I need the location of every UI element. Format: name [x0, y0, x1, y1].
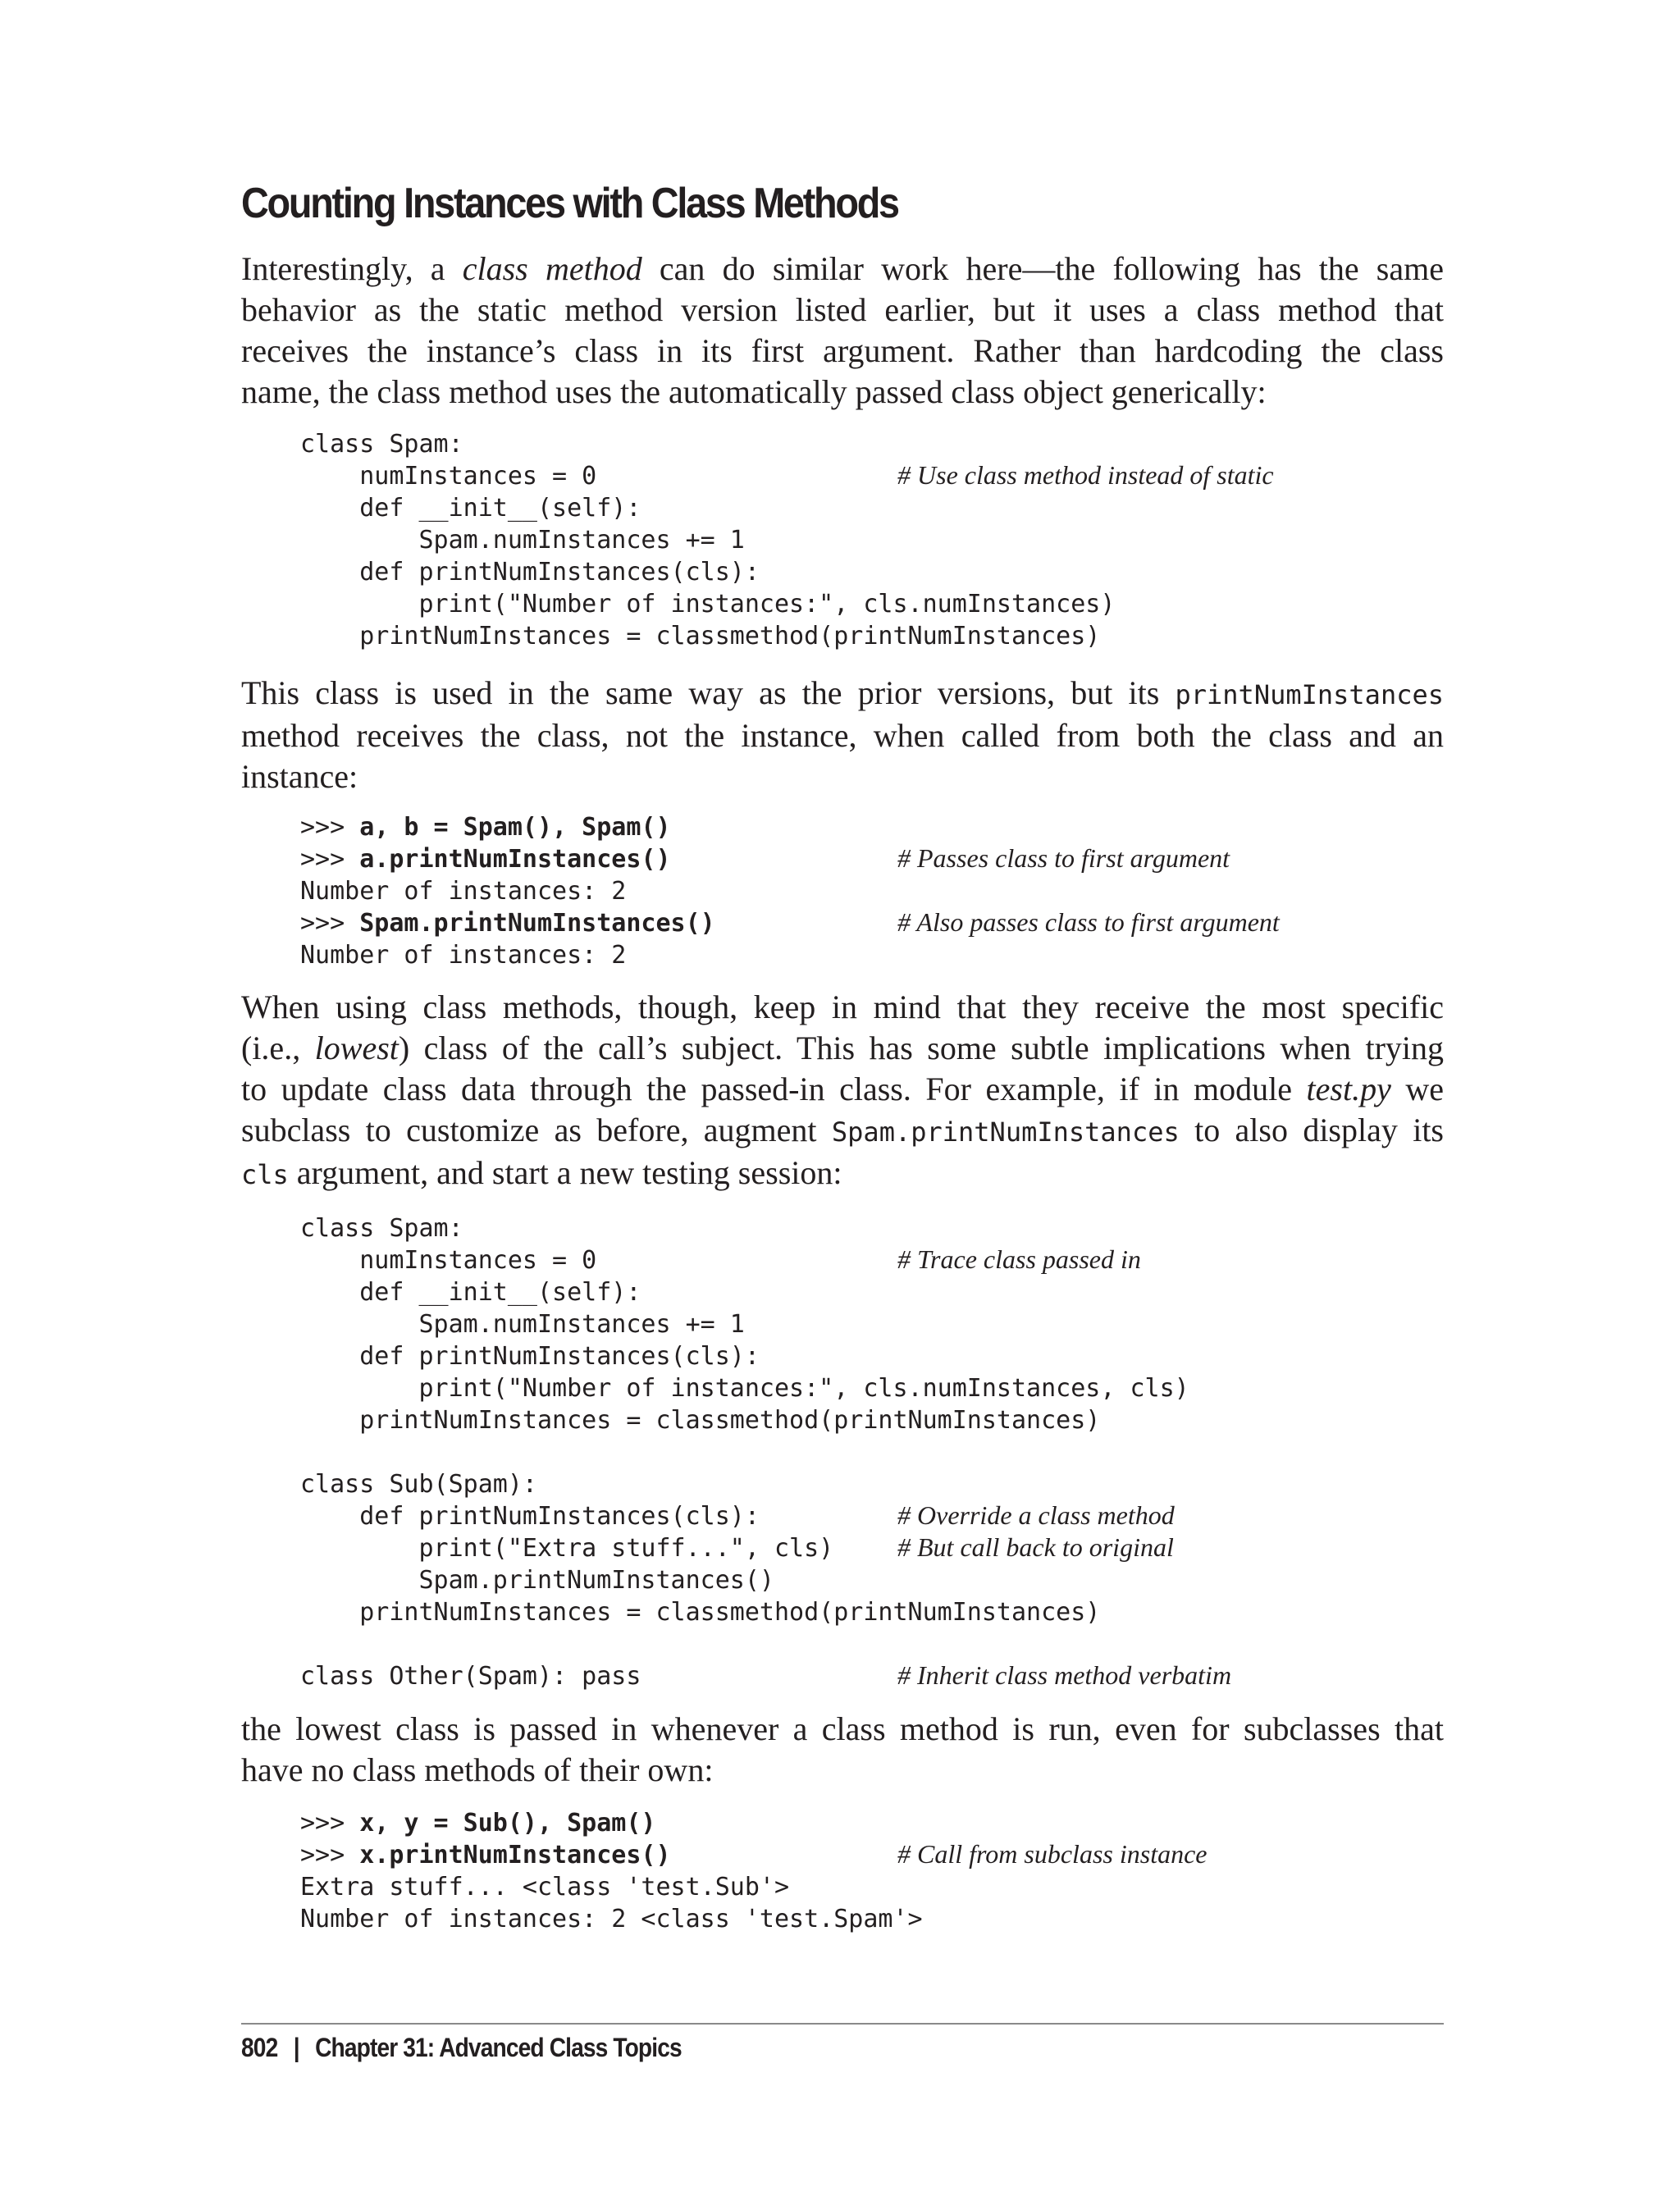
code-line: def __init__(self): — [300, 494, 641, 523]
paragraph-usage — [241, 673, 1444, 797]
session-line: >>> Spam.printNumInstances() # Also passes class to first argument — [300, 907, 1280, 938]
code-line: printNumInstances = classmethod(printNumInstances) — [300, 1598, 1101, 1627]
paragraph-line: cls argument, and start a new testing session: — [241, 1154, 842, 1191]
session-output: Extra stuff... <class 'test.Sub'> — [300, 1873, 790, 1901]
footer-divider — [241, 2023, 1444, 2025]
paragraph-line: behavior as the static method version listed earlier, but it uses a class method that — [241, 291, 1444, 328]
paragraph-line: instance: — [241, 758, 358, 795]
paragraph-line: Interestingly, a class method can do similar work here—the following has the same — [241, 250, 1444, 287]
code-line: class Spam: — [300, 1214, 463, 1243]
code-line: class Sub(Spam): — [300, 1470, 537, 1499]
section-heading: Counting Instances with Class Methods — [241, 180, 898, 227]
paragraph-line: This class is used in the same way as the prior versions, but its printNumInstances — [241, 674, 1444, 711]
code-line: print("Number of instances:", cls.numInstances, cls) — [300, 1374, 1189, 1403]
code-line: Spam.printNumInstances() — [300, 1566, 774, 1595]
paragraph-line: receives the instance’s class in its first argument. Rather than hardcoding the class — [241, 332, 1444, 369]
code-line: printNumInstances = classmethod(printNumInstances) — [300, 1406, 1101, 1435]
code-line: print("Number of instances:", cls.numInstances) — [300, 590, 1116, 619]
emphasis-lowest: lowest — [314, 1029, 399, 1066]
code-line: def printNumInstances(cls): — [300, 558, 760, 587]
code-line: def printNumInstances(cls): # Override a class method — [300, 1500, 1175, 1531]
code-comment: # Passes class to first argument — [897, 843, 1230, 873]
paragraph-subclass — [241, 1709, 1444, 1791]
code-comment: # Inherit class method verbatim — [897, 1660, 1232, 1690]
emphasis-filename: test.py — [1306, 1071, 1391, 1107]
code-comment: # Use class method instead of static — [897, 460, 1274, 490]
session-line: >>> a, b = Spam(), Spam() — [300, 813, 671, 842]
paragraph-line: have no class methods of their own: — [241, 1751, 714, 1788]
code-line: def printNumInstances(cls): — [300, 1342, 760, 1371]
emphasis-class-method: class method — [462, 250, 642, 287]
paragraph-intro — [241, 249, 1444, 413]
session-line: >>> x.printNumInstances() # Call from subclass instance — [300, 1839, 1208, 1869]
code-comment: # Also passes class to first argument — [897, 907, 1280, 937]
paragraph-line: When using class methods, though, keep in mind that they receive the most specific — [241, 988, 1444, 1025]
session-line: >>> a.printNumInstances() # Passes class to first argument — [300, 843, 1230, 874]
code-listing-2 — [300, 1212, 1232, 1692]
chapter-title: Chapter 31: Advanced Class Topics — [315, 2033, 682, 2062]
code-line: class Spam: — [300, 430, 463, 459]
paragraph-line: name, the class method uses the automatically passed class object generically: — [241, 373, 1267, 410]
code-comment: # Call from subclass instance — [897, 1839, 1208, 1869]
inline-code: printNumInstances — [1175, 679, 1444, 710]
code-line: numInstances = 0 # Trace class passed in — [300, 1244, 1141, 1275]
footer-separator: | — [293, 2033, 299, 2062]
interactive-session-1 — [300, 811, 1280, 971]
code-line: class Other(Spam): pass # Inherit class method verbatim — [300, 1660, 1232, 1691]
inline-code: cls — [241, 1159, 289, 1190]
code-line: numInstances = 0 # Use class method instead of static — [300, 460, 1274, 491]
session-line: >>> x, y = Sub(), Spam() — [300, 1809, 656, 1838]
interactive-session-2 — [300, 1807, 1208, 1935]
page-footer — [241, 2033, 682, 2063]
code-line: def __init__(self): — [300, 1278, 641, 1307]
session-output: Number of instances: 2 — [300, 877, 627, 906]
session-output: Number of instances: 2 <class 'test.Spam'> — [300, 1905, 923, 1933]
paragraph-line: the lowest class is passed in whenever a class method is run, even for subclasses that — [241, 1710, 1444, 1747]
paragraph-line: to update class data through the passed-in class. For example, if in module test.py we — [241, 1071, 1444, 1107]
code-listing-1 — [300, 428, 1274, 652]
paragraph-line: subclass to customize as before, augment Spam.printNumInstances to also display its — [241, 1112, 1445, 1148]
inline-code: Spam.printNumInstances — [831, 1116, 1180, 1148]
session-output: Number of instances: 2 — [300, 941, 627, 970]
code-comment: # Override a class method — [897, 1500, 1175, 1530]
code-comment: # Trace class passed in — [897, 1244, 1141, 1274]
code-blank-line — [300, 1628, 1189, 1660]
code-line: print("Extra stuff...", cls) # But call back to original — [300, 1532, 1174, 1563]
paragraph-line: method receives the class, not the instance, when called from both the class and an — [241, 717, 1444, 754]
page-number: 802 — [241, 2033, 278, 2062]
paragraph-line: (i.e., lowest) class of the call’s subject. This has some subtle implications when trying — [241, 1029, 1445, 1066]
code-line: Spam.numInstances += 1 — [300, 1310, 745, 1339]
code-comment: # But call back to original — [897, 1532, 1174, 1562]
code-line: printNumInstances = classmethod(printNumInstances) — [300, 622, 1101, 651]
paragraph-lowest-class — [241, 987, 1444, 1195]
code-line: Spam.numInstances += 1 — [300, 526, 745, 555]
code-blank-line — [300, 1436, 1189, 1468]
